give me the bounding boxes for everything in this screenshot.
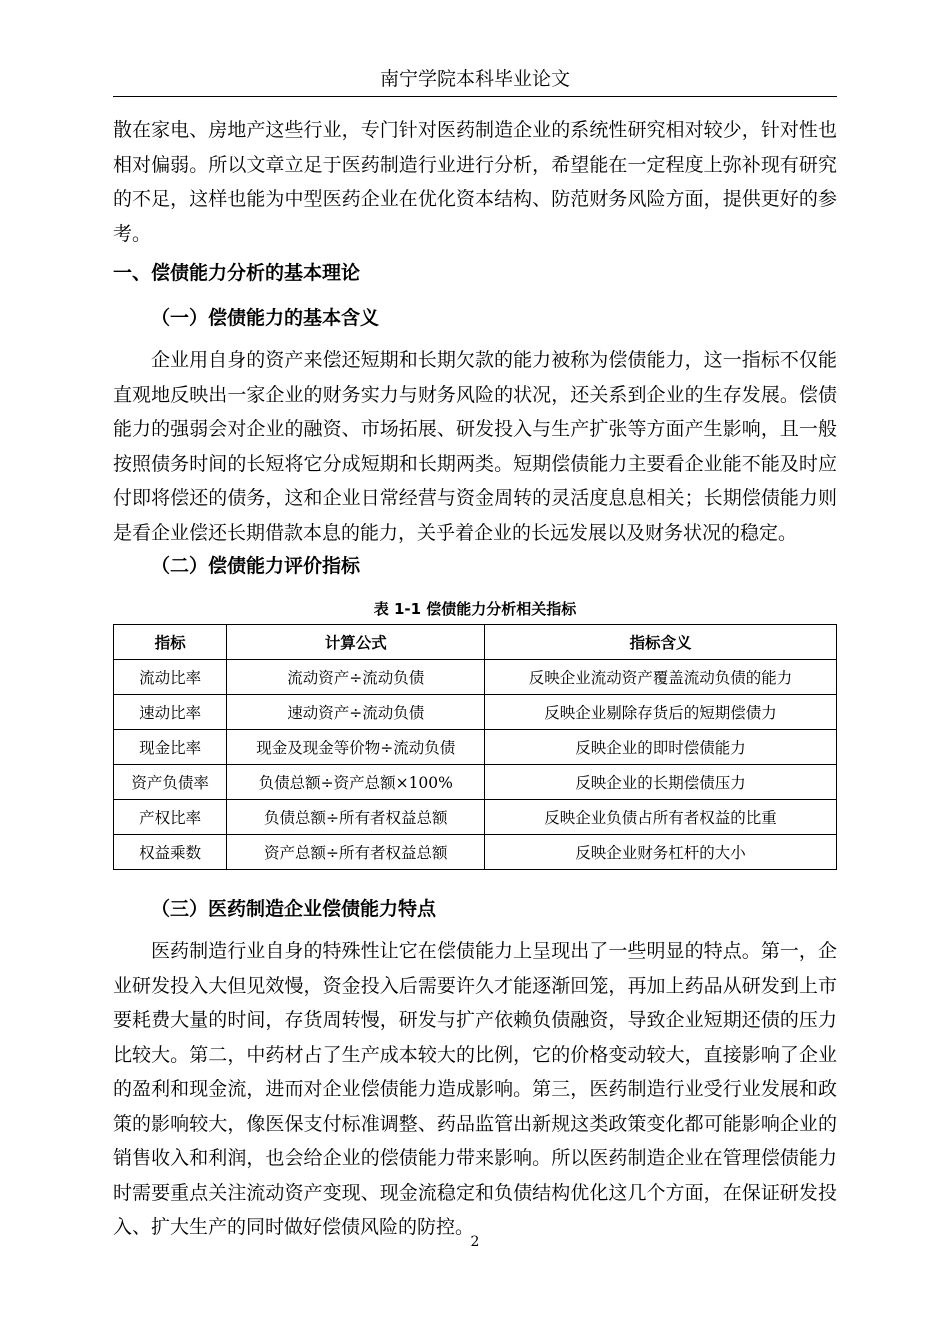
- table-cell: 速动资产÷流动负债: [227, 695, 485, 730]
- table-cell: 反映企业负债占所有者权益的比重: [485, 800, 837, 835]
- table-caption: 表 1-1 偿债能力分析相关指标: [373, 600, 577, 618]
- table-cell: 反映企业的即时偿债能力: [485, 730, 837, 765]
- paragraph-definition: 企业用自身的资产来偿还短期和长期欠款的能力被称为偿债能力，这一指标不仅能直观地反映出一家企业的财务实力与财务风险的状况，还关系到企业的生存发展。偿债能力的强弱会对企业的融资、市场拓展、研发投入与生产扩张等方面产生影响，且一般按照债务时间的长短将它分成短期和长期两类。短期偿债能力主要看企业能不能及时应付即将偿还的债务，这和企业日常经营与资金周转的灵活度息息相关；长期偿债能力则是看企业偿还长期借款本息的能力，关乎着企业的长远发展以及财务状况的稳定。: [113, 349, 837, 544]
- table-header-cell: 计算公式: [227, 625, 485, 660]
- subsection-heading-3: （三）医药制造企业偿债能力特点: [151, 898, 437, 920]
- table-cell: 产权比率: [114, 800, 227, 835]
- table-cell: 资产总额÷所有者权益总额: [227, 835, 485, 870]
- table-cell: 负债总额÷资产总额×100%: [227, 765, 485, 800]
- table-row: [114, 765, 837, 800]
- table-cell: 现金比率: [114, 730, 227, 765]
- table-cell: 资产负债率: [114, 765, 227, 800]
- table-cell: 现金及现金等价物÷流动负债: [227, 730, 485, 765]
- table-cell: 流动比率: [114, 660, 227, 695]
- table-row: [114, 660, 837, 695]
- table-cell: 流动资产÷流动负债: [227, 660, 485, 695]
- table-header-row: [114, 625, 837, 660]
- table-cell: 反映企业财务杠杆的大小: [485, 835, 837, 870]
- page-header-title: 南宁学院本科毕业论文: [379, 68, 570, 90]
- table-cell: 反映企业的长期偿债压力: [485, 765, 837, 800]
- subsection-heading-2: （二）偿债能力评价指标: [151, 555, 361, 577]
- table-row: [114, 695, 837, 730]
- table-row: [114, 730, 837, 765]
- table-cell: 权益乘数: [114, 835, 227, 870]
- header-divider: [113, 96, 837, 97]
- table-cell: 速动比率: [114, 695, 227, 730]
- paragraph-industry-features: 医药制造行业自身的特殊性让它在偿债能力上呈现出了一些明显的特点。第一，企业研发投入大但见效慢，资金投入后需要许久才能逐渐回笼，再加上药品从研发到上市要耗费大量的时间，存货周转慢，研发与扩产依赖负债融资，导致企业短期还债的压力比较大。第二，中药材占了生产成本较大的比例，它的价格变动较大，直接影响了企业的盈利和现金流，进而对企业偿债能力造成影响。第三，医药制造行业受行业发展和政策的影响较大，像医保支付标准调整、药品监管出新规这类政策变化都可能影响企业的销售收入和利润，也会给企业的偿债能力带来影响。所以医药制造企业在管理偿债能力时需要重点关注流动资产变现、现金流稳定和负债结构优化这几个方面，在保证研发投入、扩大生产的同时做好偿债风险的防控。: [113, 940, 837, 1238]
- table-row: [114, 800, 837, 835]
- section-heading-1: 一、偿债能力分析的基本理论: [113, 262, 361, 284]
- page-number: 2: [470, 1234, 480, 1250]
- table-cell: 负债总额÷所有者权益总额: [227, 800, 485, 835]
- subsection-heading-1: （一）偿债能力的基本含义: [151, 307, 380, 329]
- table-header-cell: 指标含义: [485, 625, 837, 660]
- table-cell: 反映企业剔除存货后的短期偿债力: [485, 695, 837, 730]
- table-cell: 反映企业流动资产覆盖流动负债的能力: [485, 660, 837, 695]
- table-header-cell: 指标: [114, 625, 227, 660]
- paragraph-intro-continued: 散在家电、房地产这些行业，专门针对医药制造企业的系统性研究相对较少，针对性也相对偏弱。所以文章立足于医药制造行业进行分析，希望能在一定程度上弥补现有研究的不足，这样也能为中型医药企业在优化资本结构、防范财务风险方面，提供更好的参考。: [113, 119, 837, 245]
- table-row: [114, 835, 837, 870]
- indicator-table: [113, 624, 837, 870]
